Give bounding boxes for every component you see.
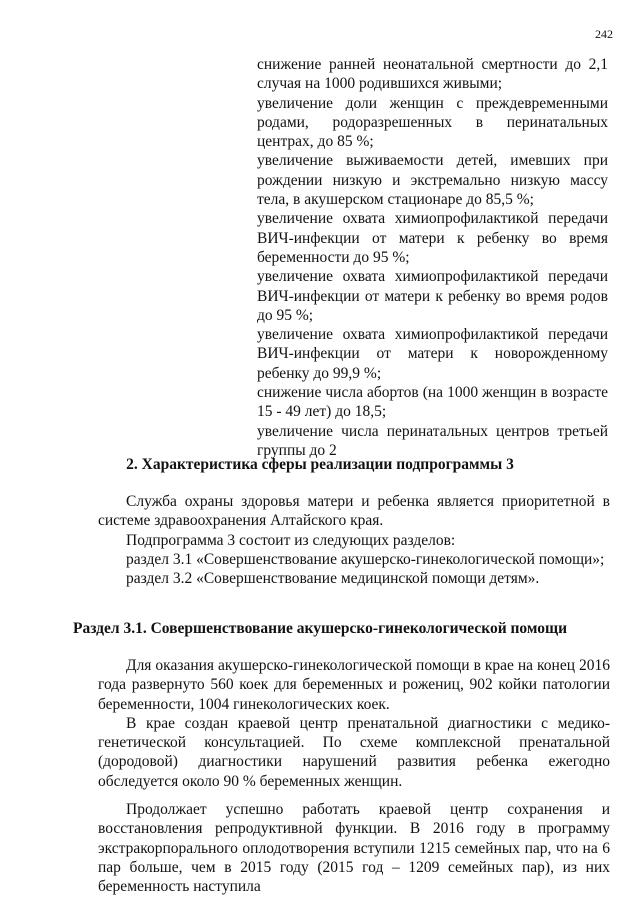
indicator-item: увеличение охвата химиопрофилактикой передачи ВИЧ-инфекции от матери к ребенку во время родов до 95 %;: [257, 268, 608, 324]
section-2-heading: 2. Характеристика сферы реализации подпрограммы 3: [126, 456, 514, 473]
indicator-item: увеличение охвата химиопрофилактикой передачи ВИЧ-инфекции от матери к новорожденному ребенку до 99,9 %;: [257, 326, 608, 382]
indicator-item: увеличение доли женщин с преждевременными родами, родоразрешенных в перинатальных центрах, до 85 %;: [257, 94, 608, 151]
target-indicators-list: [257, 55, 608, 460]
indicator-item: увеличение выживаемости детей, имевших при рождении низкую и экстремально низкую массу тела, в акушерском стационаре до 85,5 %;: [257, 152, 608, 209]
paragraph: Продолжает успешно работать краевой центр сохранения и восстановления репродуктивной функции. В 2016 году в программу экстракорпорального оплодотворения вступили 1215 семейных пар, что на 6 пар больше, чем в 2015 году (2015 год – 1209 семейных пар), из них беременность наступила: [98, 801, 610, 896]
section-2-body: [98, 492, 610, 588]
indicator-item: снижение числа абортов (на 1000 женщин в возрасте 15 - 49 лет) до 18,5;: [257, 384, 608, 421]
page-number: 242: [595, 27, 613, 41]
paragraph: Для оказания акушерско-гинекологической помощи в крае на конец 2016 года развернуто 560 коек для беременных и рожениц, 902 койки патологии беременности, 1004 гинекологических коек.: [98, 657, 610, 713]
section-3-1-heading: Раздел 3.1. Совершенствование акушерско-гинекологической помощи: [72, 620, 568, 637]
indicator-item: увеличение числа перинатальных центров третьей группы до 2: [257, 422, 608, 459]
paragraph: В крае создан краевой центр пренатальной диагностики с медико-генетической консультацией. По схеме комплексной пренатальной (дородовой) диагностики нарушений развития ребенка ежегодно обследуется около 90 % беременных женщин.: [98, 714, 610, 790]
paragraph: раздел 3.2 «Совершенствование медицинской помощи детям».: [126, 570, 540, 588]
section-3-1-body: [98, 656, 610, 897]
paragraph: Служба охраны здоровья матери и ребенка является приоритетной в системе здравоохранения Алтайского края.: [98, 493, 610, 530]
paragraph: раздел 3.1 «Совершенствование акушерско-гинекологической помощи»;: [126, 550, 605, 568]
indicator-item: снижение ранней неонатальной смертности до 2,1 случая на 1000 родившихся живыми;: [257, 56, 608, 93]
indicator-item: увеличение охвата химиопрофилактикой передачи ВИЧ-инфекции от матери к ребенку во время беременности до 95 %;: [257, 210, 608, 266]
paragraph: Подпрограмма 3 состоит из следующих разделов:: [126, 531, 456, 549]
